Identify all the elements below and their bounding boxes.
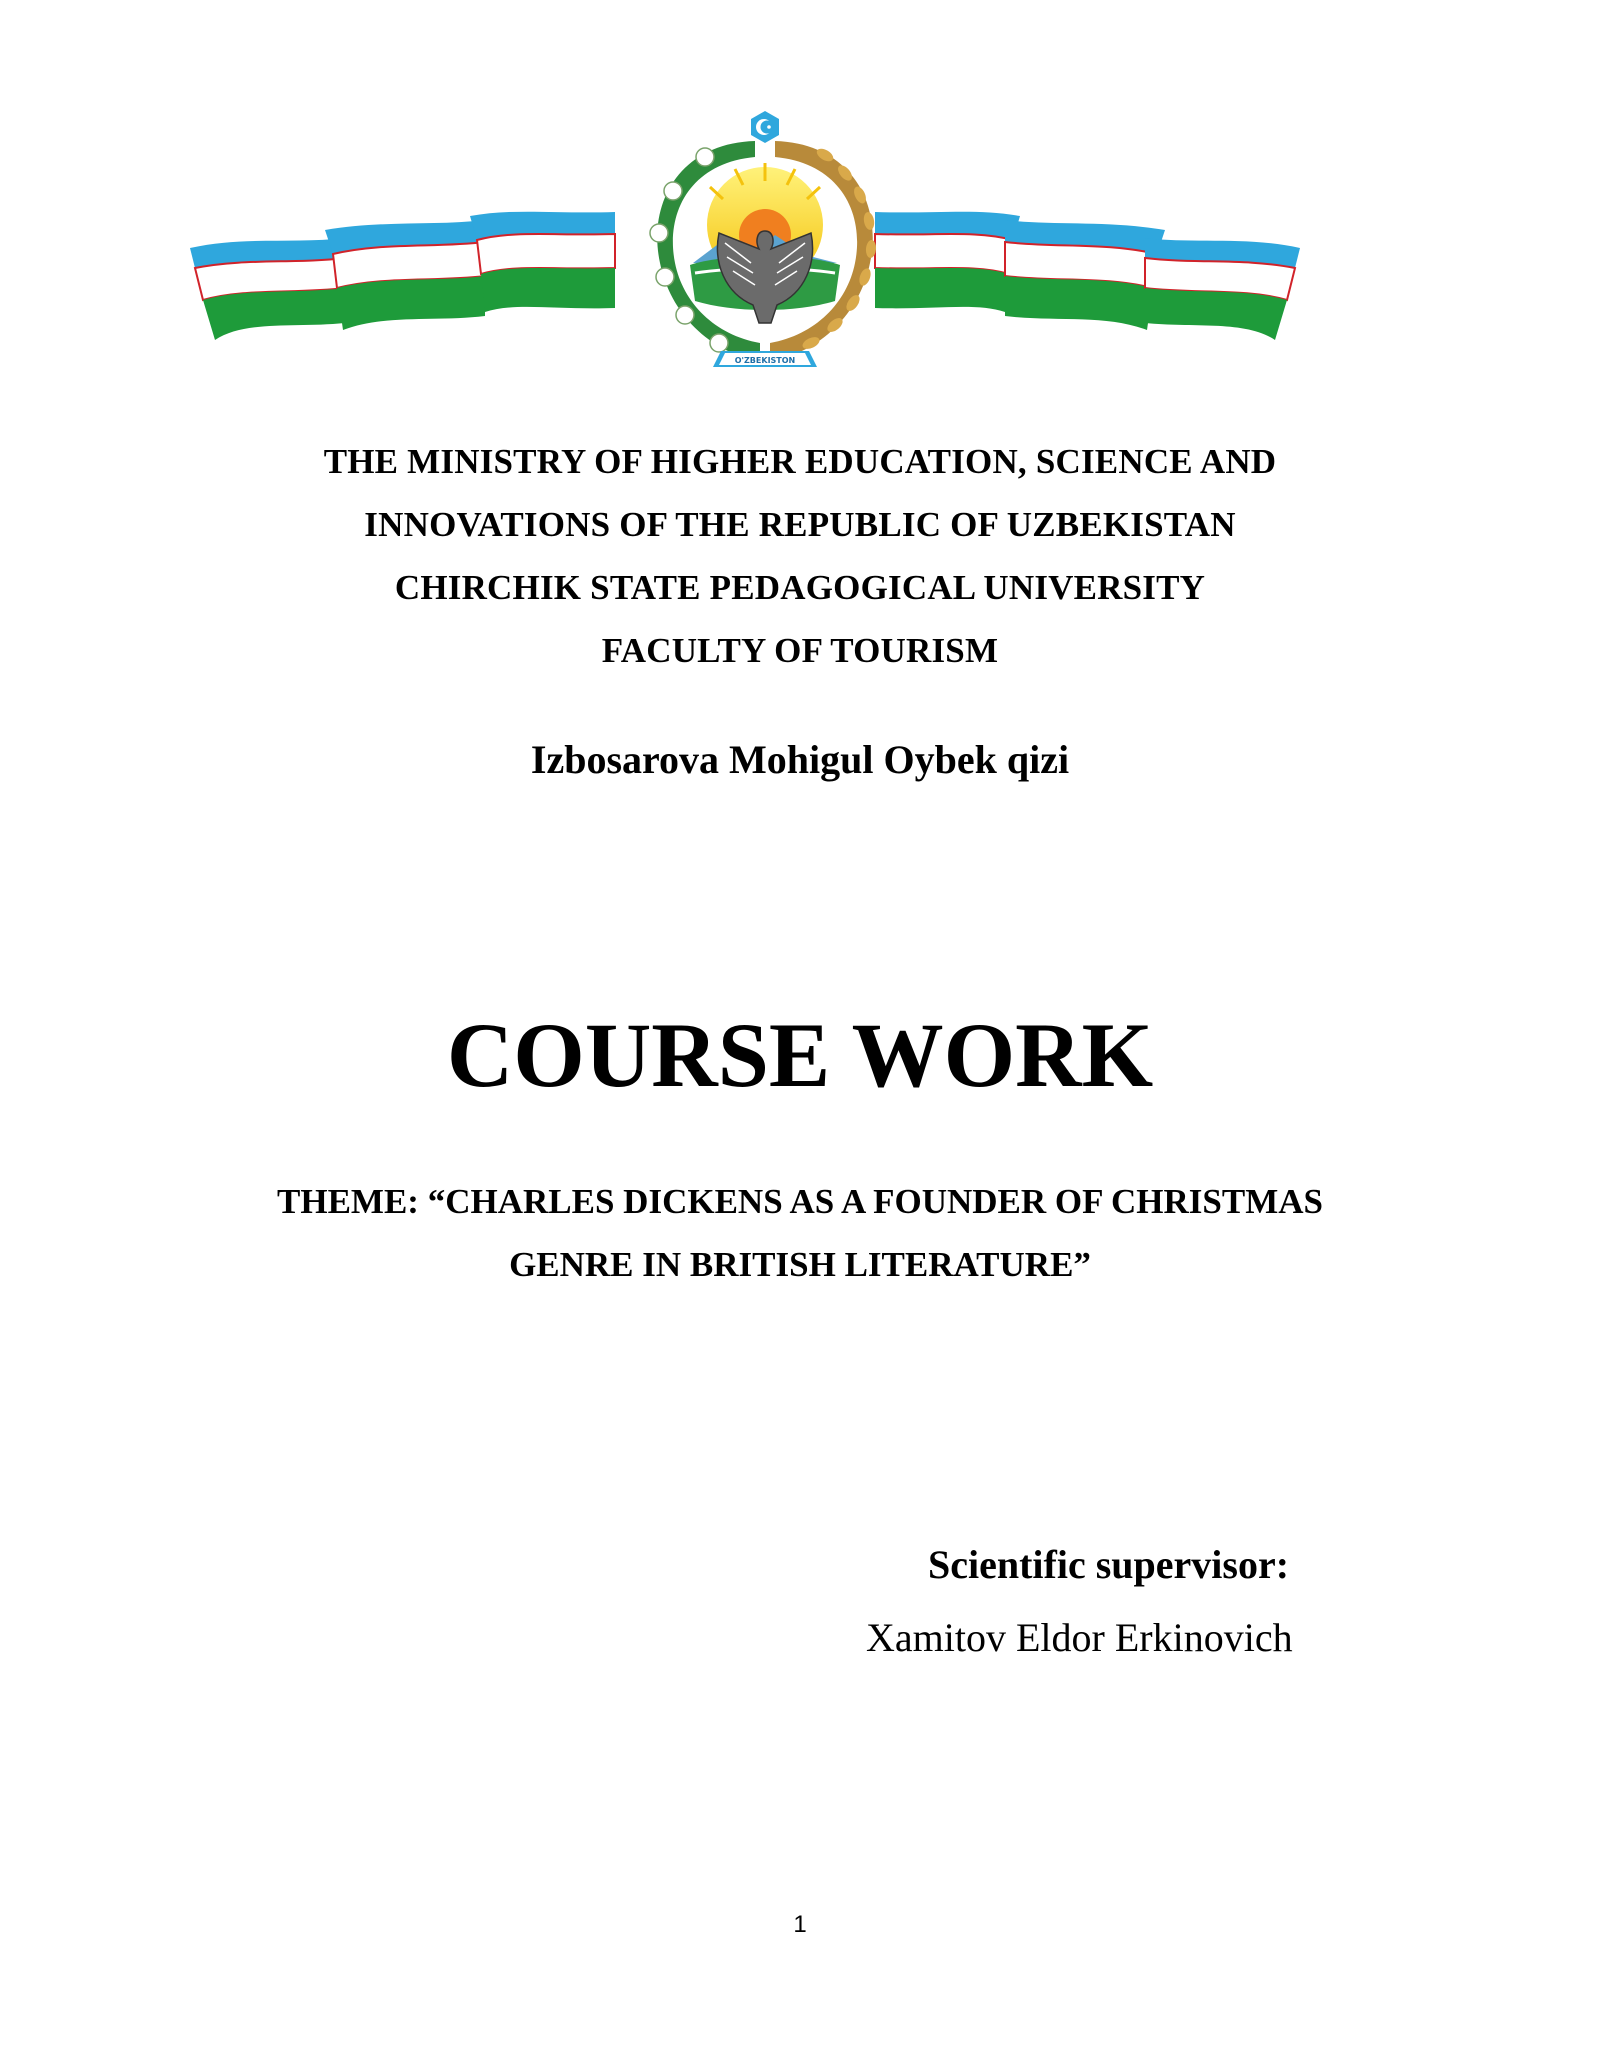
header-line-faculty: FACULTY OF TOURISM xyxy=(601,631,999,670)
document-type-title: COURSE WORK xyxy=(446,1004,1154,1106)
header-line-university: CHIRCHIK STATE PEDAGOGICAL UNIVERSITY xyxy=(394,568,1206,607)
theme xyxy=(0,1170,1600,1296)
theme-line-2: GENRE IN BRITISH LITERATURE” xyxy=(509,1245,1091,1284)
emblem-ribbon-text: O'ZBEKISTON xyxy=(734,356,796,365)
header-line-ministry-2: INNOVATIONS OF THE REPUBLIC OF UZBEKISTAN xyxy=(364,505,1236,544)
page-number: 1 xyxy=(793,1911,807,1938)
flag-right xyxy=(875,212,1300,340)
supervisor-label: Scientific supervisor: xyxy=(928,1542,1290,1587)
state-emblem-banner xyxy=(185,108,1365,368)
supervisor-name: Xamitov Eldor Erkinovich xyxy=(866,1615,1293,1660)
institution-header xyxy=(0,430,1600,682)
emblem xyxy=(650,111,877,367)
student-name: Izbosarova Mohigul Oybek qizi xyxy=(530,737,1070,782)
flag-left xyxy=(190,212,615,340)
theme-line-1: THEME: “CHARLES DICKENS AS A FOUNDER OF CHRISTMAS xyxy=(277,1182,1323,1221)
uzbekistan-state-emblem-icon xyxy=(185,108,1365,368)
header-line-ministry-1: THE MINISTRY OF HIGHER EDUCATION, SCIENCE AND xyxy=(323,442,1277,481)
